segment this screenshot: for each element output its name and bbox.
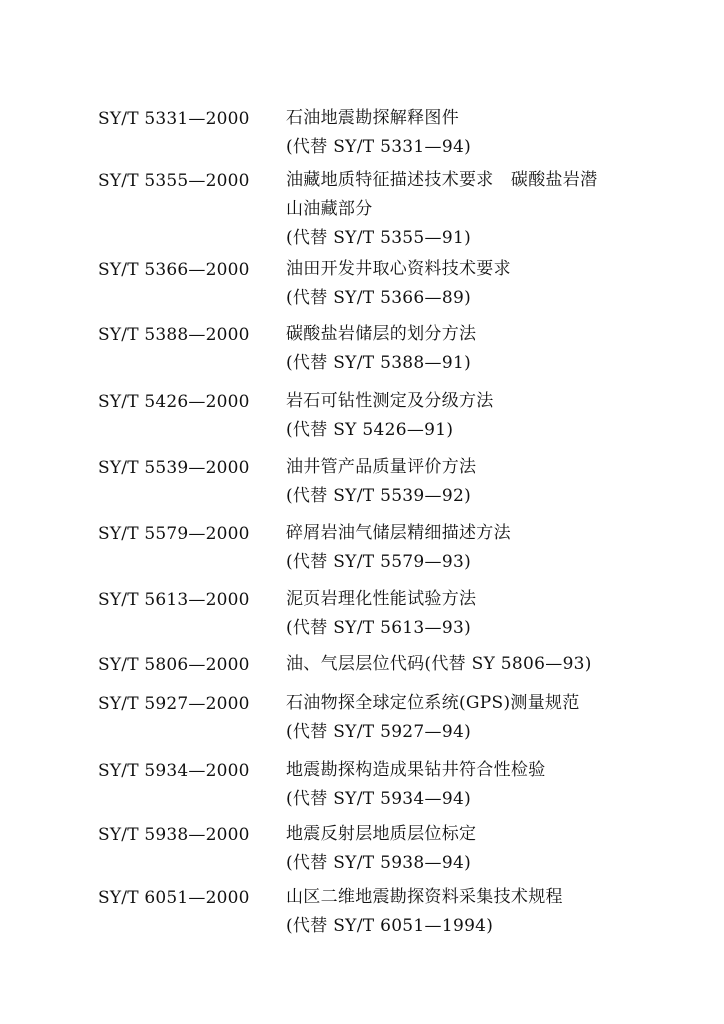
standard-title — [286, 820, 696, 878]
standard-code: SY/T 5539—2000 — [98, 458, 250, 478]
replaces-line: (代替 SY/T 5539—92) — [286, 486, 472, 506]
title-line: 山区二维地震勘探资料采集技术规程 — [286, 887, 563, 907]
title-line: 山油藏部分 — [286, 199, 373, 219]
title-line: 地震反射层地质层位标定 — [286, 824, 477, 844]
standard-code: SY/T 5355—2000 — [98, 171, 250, 191]
standard-code: SY/T 5331—2000 — [98, 109, 250, 129]
title-line: 碎屑岩油气储层精细描述方法 — [286, 523, 511, 543]
replaces-line: (代替 SY/T 5927—94) — [286, 722, 472, 742]
standard-title — [286, 519, 696, 577]
title-line: 泥页岩理化性能试验方法 — [286, 589, 477, 609]
replaces-line: (代替 SY 5426—91) — [286, 420, 454, 440]
title-line: 地震勘探构造成果钻井符合性检验 — [286, 760, 546, 780]
title-line: 碳酸盐岩储层的划分方法 — [286, 324, 477, 344]
standard-code: SY/T 5927—2000 — [98, 694, 250, 714]
standard-code: SY/T 5426—2000 — [98, 392, 250, 412]
standard-title — [286, 166, 696, 253]
standard-code: SY/T 6051—2000 — [98, 888, 250, 908]
title-line: 油、气层层位代码(代替 SY 5806—93) — [286, 654, 592, 674]
replaces-line: (代替 SY/T 5934—94) — [286, 789, 472, 809]
replaces-line: (代替 SY/T 5938—94) — [286, 853, 472, 873]
replaces-line: (代替 SY/T 5355—91) — [286, 228, 472, 248]
standard-code: SY/T 5388—2000 — [98, 325, 250, 345]
replaces-line: (代替 SY/T 5388—91) — [286, 353, 472, 373]
standard-title — [286, 320, 696, 378]
standard-code: SY/T 5934—2000 — [98, 761, 250, 781]
replaces-line: (代替 SY/T 5366—89) — [286, 288, 472, 308]
title-line: 石油物探全球定位系统(GPS)测量规范 — [286, 693, 580, 713]
title-line: 石油地震勘探解释图件 — [286, 108, 459, 128]
standard-title — [286, 883, 696, 941]
title-line: 油田开发井取心资料技术要求 — [286, 259, 511, 279]
standard-code: SY/T 5806—2000 — [98, 655, 250, 675]
title-line: 油藏地质特征描述技术要求 碳酸盐岩潜 — [286, 170, 598, 190]
title-line: 油井管产品质量评价方法 — [286, 457, 477, 477]
standard-code: SY/T 5938—2000 — [98, 825, 250, 845]
standard-title — [286, 689, 696, 747]
standard-title — [286, 104, 696, 162]
standard-title — [286, 255, 696, 313]
title-line: 岩石可钻性测定及分级方法 — [286, 391, 494, 411]
standard-code: SY/T 5579—2000 — [98, 524, 250, 544]
standard-code: SY/T 5613—2000 — [98, 590, 250, 610]
replaces-line: (代替 SY/T 5613—93) — [286, 618, 472, 638]
replaces-line: (代替 SY/T 5331—94) — [286, 137, 472, 157]
replaces-line: (代替 SY/T 5579—93) — [286, 552, 472, 572]
standard-title — [286, 650, 696, 679]
replaces-line: (代替 SY/T 6051—1994) — [286, 916, 494, 936]
standard-title — [286, 585, 696, 643]
standard-title — [286, 756, 696, 814]
standard-title — [286, 387, 696, 445]
standard-title — [286, 453, 696, 511]
standard-code: SY/T 5366—2000 — [98, 260, 250, 280]
